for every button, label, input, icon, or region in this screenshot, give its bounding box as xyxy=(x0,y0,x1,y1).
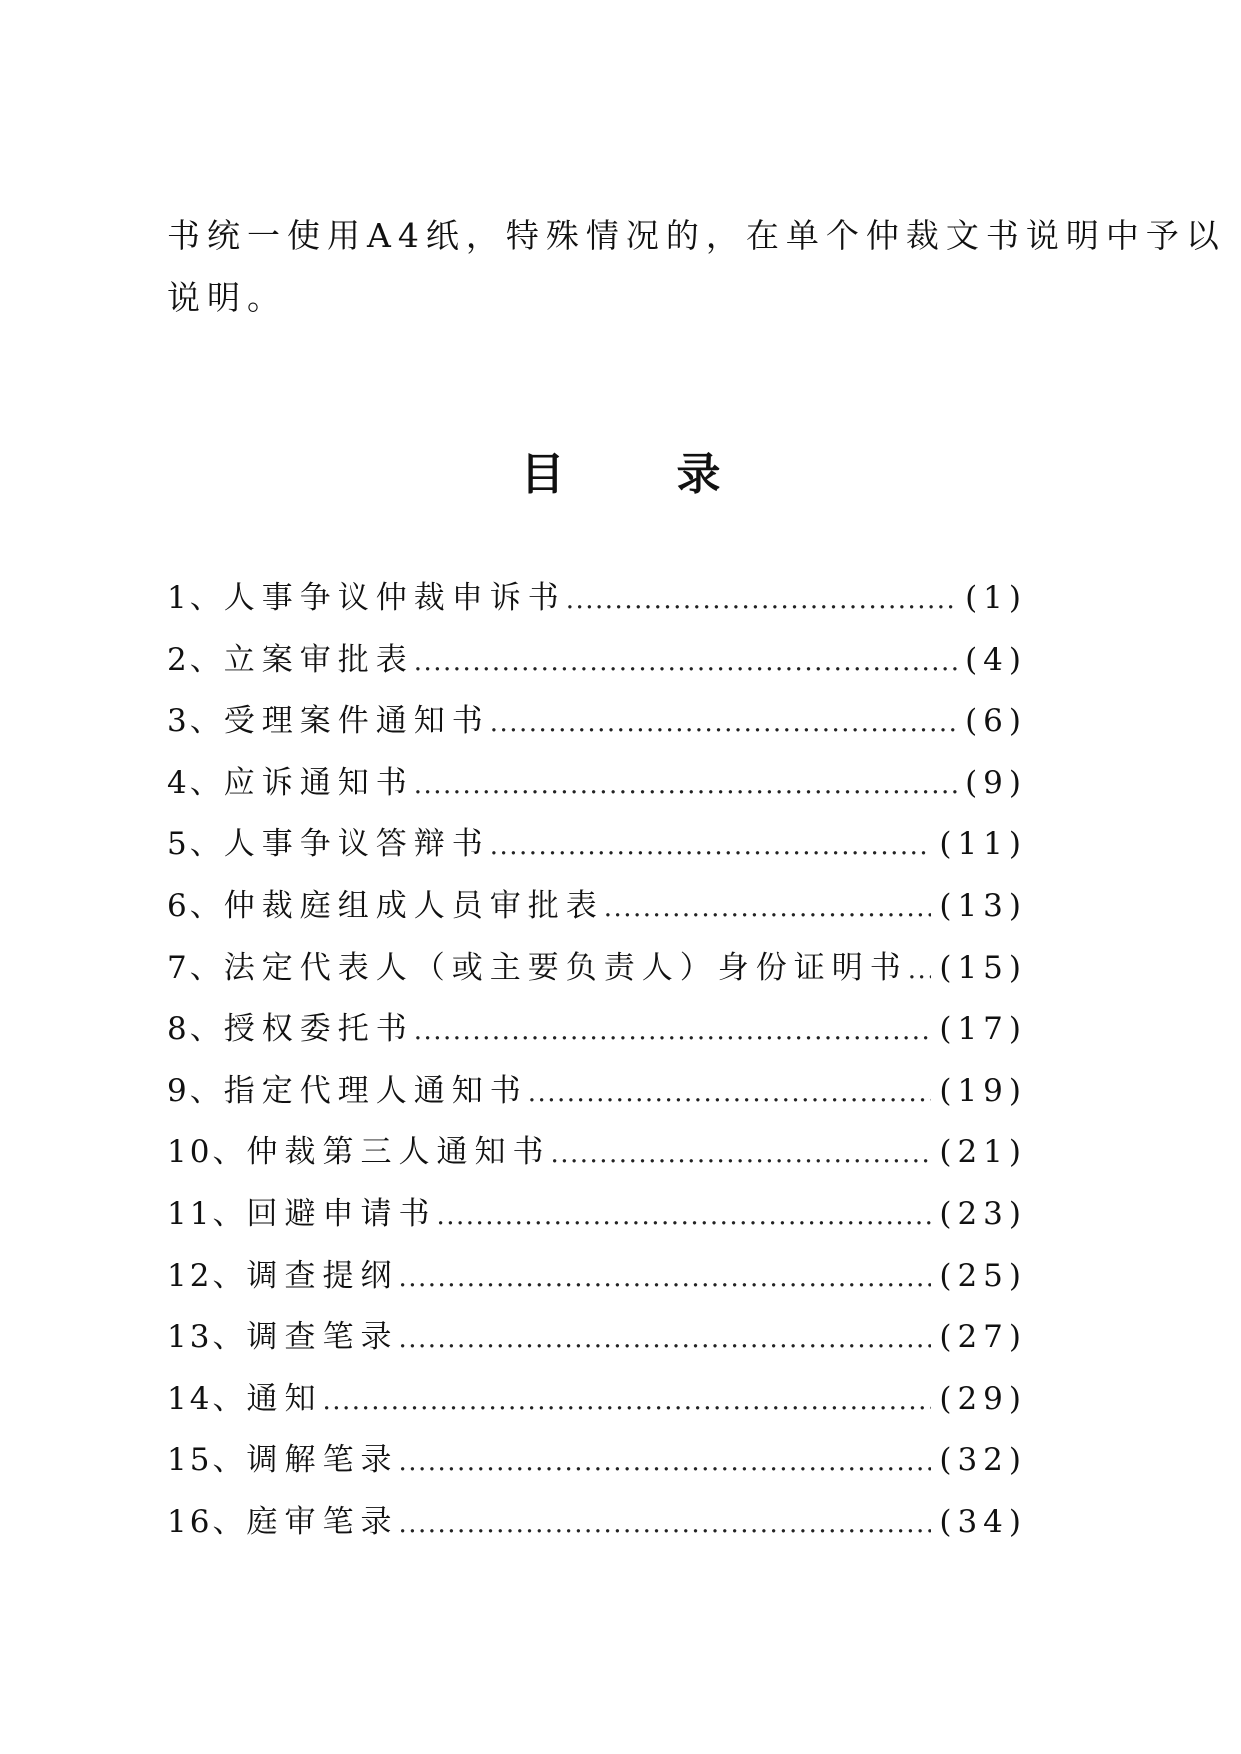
toc-entry-number: 1、 xyxy=(167,580,224,616)
toc-entry-label: 通知 xyxy=(246,1380,323,1417)
toc-entry-page: (13) xyxy=(939,887,1027,924)
toc-entry[interactable] xyxy=(167,1317,1027,1379)
toc-dot-leader xyxy=(414,1011,932,1051)
toc-dot-leader xyxy=(528,1073,932,1113)
toc-entry[interactable] xyxy=(167,578,1027,640)
toc-entry-label: 人事争议答辩书 xyxy=(223,826,490,863)
toc-title xyxy=(0,445,1241,505)
toc-entry-number: 4、 xyxy=(167,764,224,801)
toc-entry-page: (23) xyxy=(939,1195,1027,1232)
toc-entry-page: (27) xyxy=(939,1319,1027,1356)
toc-entry[interactable] xyxy=(167,1132,1027,1194)
toc-entry-page: (21) xyxy=(939,1134,1027,1171)
toc-entry-label: 应诉通知书 xyxy=(223,764,414,801)
toc-entry[interactable] xyxy=(167,1071,1027,1133)
toc-entry-label: 授权委托书 xyxy=(223,1011,414,1048)
toc-entry-label: 受理案件通知书 xyxy=(223,703,490,740)
toc-list xyxy=(167,578,1027,1564)
toc-entry-label: 调查提纲 xyxy=(246,1257,399,1294)
toc-title-left: 目 xyxy=(520,449,565,500)
toc-entry-number: 15、 xyxy=(167,1442,247,1479)
intro-paragraph xyxy=(167,205,1226,329)
toc-entry-label: 仲裁第三人通知书 xyxy=(246,1134,551,1171)
toc-entry[interactable] xyxy=(167,1009,1027,1071)
toc-title-right: 录 xyxy=(676,449,721,500)
toc-entry[interactable] xyxy=(167,824,1027,886)
toc-dot-leader xyxy=(604,888,932,928)
toc-dot-leader xyxy=(550,1134,931,1174)
toc-entry[interactable] xyxy=(167,1256,1027,1318)
toc-entry[interactable] xyxy=(167,1194,1027,1256)
toc-dot-leader xyxy=(490,826,932,866)
toc-dot-leader xyxy=(566,580,957,620)
toc-entry-page: (32) xyxy=(939,1442,1027,1479)
toc-dot-leader xyxy=(414,642,957,682)
intro-line-2: 说明。 xyxy=(167,278,287,317)
toc-entry-page: (6) xyxy=(965,703,1027,740)
toc-entry-number: 11、 xyxy=(167,1195,247,1232)
toc-entry-page: (25) xyxy=(939,1257,1027,1294)
toc-entry-number: 9、 xyxy=(167,1072,224,1109)
toc-entry-number: 8、 xyxy=(167,1011,224,1048)
toc-entry-label: 调解笔录 xyxy=(246,1442,399,1479)
toc-entry-page: (4) xyxy=(965,641,1027,678)
toc-entry-label: 人事争议仲裁申诉书 xyxy=(223,580,566,616)
toc-dot-leader xyxy=(398,1319,931,1359)
toc-entry-page: (9) xyxy=(965,764,1027,801)
toc-entry-number: 13、 xyxy=(167,1319,247,1356)
toc-entry-number: 16、 xyxy=(167,1503,247,1540)
toc-entry-label: 庭审笔录 xyxy=(246,1503,399,1540)
toc-entry-label: 回避申请书 xyxy=(246,1195,437,1232)
toc-entry-number: 14、 xyxy=(167,1380,247,1417)
toc-entry-number: 2、 xyxy=(167,641,224,678)
toc-entry-label: 指定代理人通知书 xyxy=(223,1072,528,1109)
toc-entry-number: 12、 xyxy=(167,1257,247,1294)
toc-entry[interactable] xyxy=(167,640,1027,702)
toc-entry-label: 法定代表人（或主要负责人）身份证明书 xyxy=(223,949,908,986)
toc-dot-leader xyxy=(490,703,957,743)
toc-entry-number: 7、 xyxy=(167,949,224,986)
toc-entry-label: 调查笔录 xyxy=(246,1319,399,1356)
toc-entry-number: 3、 xyxy=(167,703,224,740)
toc-dot-leader xyxy=(436,1196,931,1236)
toc-entry[interactable] xyxy=(167,701,1027,763)
toc-dot-leader xyxy=(398,1442,931,1482)
toc-dot-leader xyxy=(398,1504,931,1544)
toc-entry[interactable] xyxy=(167,1440,1027,1502)
toc-entry[interactable] xyxy=(167,948,1027,1010)
toc-dot-leader xyxy=(322,1381,931,1421)
toc-entry[interactable] xyxy=(167,886,1027,948)
toc-dot-leader xyxy=(414,765,957,805)
toc-entry-page: (34) xyxy=(939,1503,1027,1540)
toc-entry-number: 10、 xyxy=(167,1134,247,1171)
toc-entry[interactable] xyxy=(167,763,1027,825)
toc-entry[interactable] xyxy=(167,1502,1027,1564)
toc-entry-number: 5、 xyxy=(167,826,224,863)
toc-entry-page: (1) xyxy=(965,580,1027,616)
toc-entry-label: 仲裁庭组成人员审批表 xyxy=(223,887,604,924)
toc-entry-number: 6、 xyxy=(167,887,224,924)
toc-entry-page: (17) xyxy=(939,1011,1027,1048)
toc-entry-page: (29) xyxy=(939,1380,1027,1417)
toc-entry-page: (19) xyxy=(939,1072,1027,1109)
toc-entry-label: 立案审批表 xyxy=(223,641,414,678)
toc-entry[interactable] xyxy=(167,1379,1027,1441)
intro-line-1: 书统一使用A4纸，特殊情况的，在单个仲裁文书说明中予以 xyxy=(167,216,1226,255)
toc-entry-page: (11) xyxy=(939,826,1027,863)
toc-entry-page: (15) xyxy=(939,949,1027,986)
toc-dot-leader xyxy=(398,1258,931,1298)
toc-dot-leader xyxy=(908,950,932,990)
